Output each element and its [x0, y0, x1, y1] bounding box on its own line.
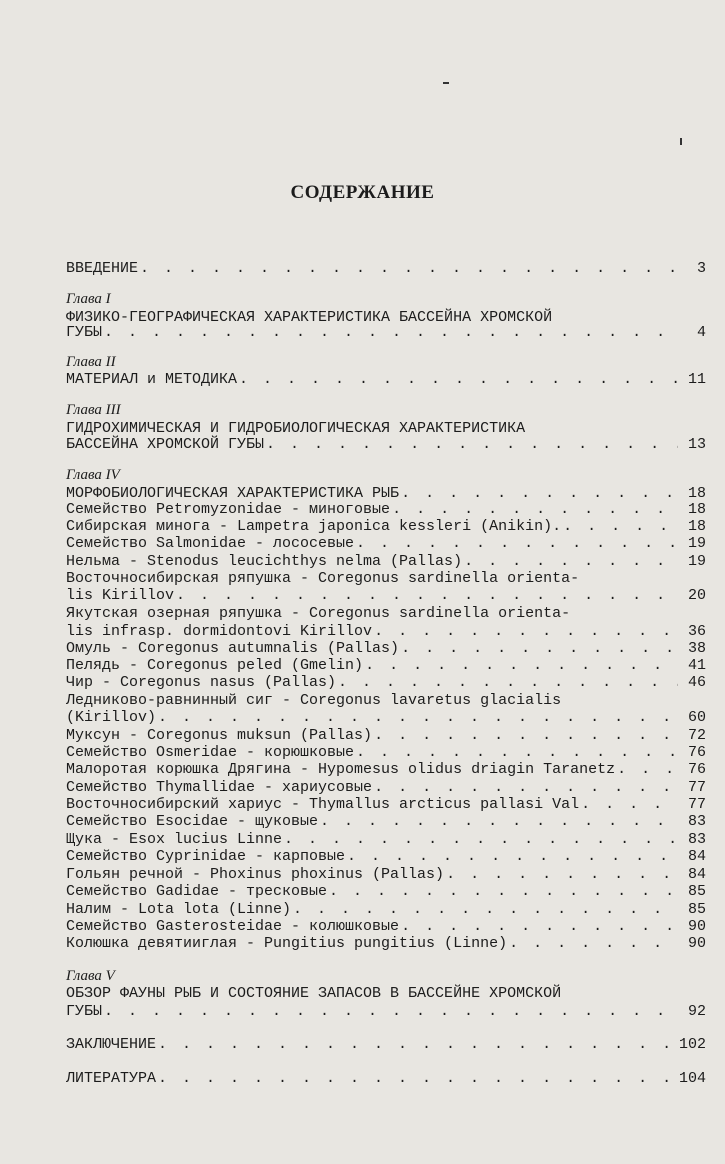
toc-entry [66, 933, 706, 955]
toc-entry-text: Семейство Cyprinidae - карповые [66, 848, 346, 865]
toc-entry-text: Восточносибирская ряпушка - Coregonus sardinella orienta- [66, 570, 580, 587]
toc-entry-text: Ледниково-равнинный сиг - Coregonus lavaretus glacialis [66, 692, 562, 709]
print-speck [680, 138, 682, 145]
toc-page-number: 11 [687, 371, 706, 388]
toc-entry-text: ФИЗИКО-ГЕОГРАФИЧЕСКАЯ ХАРАКТЕРИСТИКА БАССЕЙНА ХРОМСКОЙ [66, 309, 553, 326]
dot-leader [509, 933, 678, 955]
toc-entry-text: МОРФОБИОЛОГИЧЕСКАЯ ХАРАКТЕРИСТИКА РЫБ [66, 485, 400, 502]
toc-entry-text: (Kirillov) [66, 709, 157, 726]
toc-entry-text: Сибирская минога - Lampetra japonica kessleri (Anikin). [66, 518, 562, 535]
toc-entry-text: Омуль - Coregonus autumnalis (Pallas) [66, 640, 400, 657]
toc-page-number: 38 [687, 640, 706, 657]
toc-entry-text: Гольян речной - Phoxinus phoxinus (Pallas) [66, 866, 445, 883]
dot-leader [140, 258, 678, 280]
toc-entry-text: Семейство Osmeridae - корюшковые [66, 744, 355, 761]
toc-entry-text: Семейство Esocidae - щуковые [66, 813, 319, 830]
toc-page-number: 18 [687, 501, 706, 518]
dot-leader [158, 1068, 677, 1090]
toc-page-number: 46 [687, 674, 706, 691]
toc-entry-text: БАССЕЙНА ХРОМСКОЙ ГУБЫ [66, 436, 265, 453]
dot-leader [266, 434, 678, 456]
toc-page-number: 18 [687, 518, 706, 535]
toc-entry-text: ГУБЫ [66, 1003, 103, 1020]
toc-page-number: 41 [687, 657, 706, 674]
chapter-heading: Глава V [66, 968, 115, 984]
toc-page-number: 60 [687, 709, 706, 726]
toc-entry [66, 322, 706, 344]
toc-entry-text: Семейство Gadidae - тресковые [66, 883, 328, 900]
toc-page-number: 92 [687, 1003, 706, 1020]
print-speck [443, 82, 449, 84]
toc-entry [66, 434, 706, 456]
toc-entry-text: Колюшка девятииглая - Pungitius pungitius (Linne) [66, 935, 508, 952]
toc-page-number: 77 [687, 796, 706, 813]
toc-entry-text: Пелядь - Coregonus peled (Gmelin) [66, 657, 364, 674]
toc-page-number: 72 [687, 727, 706, 744]
toc-entry-text: Налим - Lota lota (Linne) [66, 901, 292, 918]
toc-entry-text: ОБЗОР ФАУНЫ РЫБ И СОСТОЯНИЕ ЗАПАСОВ В БАССЕЙНЕ ХРОМСКОЙ [66, 985, 562, 1002]
toc-page-number: 13 [687, 436, 706, 453]
chapter-heading: Глава IV [66, 467, 120, 483]
toc-page-number: 84 [687, 866, 706, 883]
dot-leader [239, 369, 678, 391]
toc-page-number: 104 [678, 1070, 706, 1087]
toc-entry-text: ВВЕДЕНИЕ [66, 260, 139, 277]
toc-entry-text: lis infrasp. dormidontovi Kirillov [66, 623, 373, 640]
toc-entry-text: Муксун - Coregonus muksun (Pallas) [66, 727, 373, 744]
toc-entry-text: Семейство Petromyzonidae - миноговые [66, 501, 391, 518]
toc-page-number: 19 [687, 535, 706, 552]
chapter-heading: Глава II [66, 354, 116, 370]
toc-page-number: 18 [687, 485, 706, 502]
toc-page-number: 84 [687, 848, 706, 865]
toc-entry [66, 369, 706, 391]
toc-page-number: 76 [687, 744, 706, 761]
toc-entry-text: lis Kirillov [66, 587, 175, 604]
dot-leader [158, 1034, 677, 1056]
toc-entry-text: ГУБЫ [66, 324, 103, 341]
chapter-heading: Глава III [66, 402, 121, 418]
dot-leader [104, 322, 678, 344]
toc-page-number: 85 [687, 901, 706, 918]
toc-entry-text: Чир - Coregonus nasus (Pallas) [66, 674, 337, 691]
toc-entry-text: Семейство Salmonidae - лососевые [66, 535, 355, 552]
toc-page-number: 4 [696, 324, 706, 341]
toc-entry-text: Якутская озерная ряпушка - Coregonus sardinella orienta- [66, 605, 571, 622]
toc-entry-text: Нельма - Stenodus leucichthys nelma (Pallas) [66, 553, 463, 570]
toc-page-number: 102 [678, 1036, 706, 1053]
toc-entry-text: ГИДРОХИМИЧЕСКАЯ И ГИДРОБИОЛОГИЧЕСКАЯ ХАРАКТЕРИСТИКА [66, 420, 526, 437]
toc-entry [66, 1001, 706, 1023]
toc-entry-text: ЛИТЕРАТУРА [66, 1070, 157, 1087]
dot-leader [104, 1001, 678, 1023]
toc-entry-text: Семейство Gasterosteidae - колюшковые [66, 918, 400, 935]
toc-page-number: 85 [687, 883, 706, 900]
toc-page-number: 36 [687, 623, 706, 640]
toc-entry-text: Малоротая корюшка Дрягина - Hypomesus olidus driagin Taranetz [66, 761, 616, 778]
toc-entry-text: МАТЕРИАЛ и МЕТОДИКА [66, 371, 238, 388]
toc-page-number: 83 [687, 813, 706, 830]
toc-page-number: 3 [696, 260, 706, 277]
page-title: СОДЕРЖАНИЕ [290, 182, 435, 203]
toc-entry-text: Восточносибирский хариус - Thymallus arcticus pallasi Val [66, 796, 580, 813]
toc-entry-text: Семейство Thymallidae - хариусовые [66, 779, 373, 796]
toc-page-number: 20 [687, 587, 706, 604]
toc-entry [66, 258, 706, 280]
toc-page-number: 83 [687, 831, 706, 848]
toc-entry-text: ЗАКЛЮЧЕНИЕ [66, 1036, 157, 1053]
toc-entry-text: Щука - Esox lucius Linne [66, 831, 283, 848]
toc-page-number: 90 [687, 935, 706, 952]
toc-page-number: 77 [687, 779, 706, 796]
toc-entry [66, 1068, 706, 1090]
toc-entry [66, 1034, 706, 1056]
chapter-heading: Глава I [66, 291, 111, 307]
toc-page-number: 90 [687, 918, 706, 935]
toc-page-number: 76 [687, 761, 706, 778]
toc-page-number: 19 [687, 553, 706, 570]
